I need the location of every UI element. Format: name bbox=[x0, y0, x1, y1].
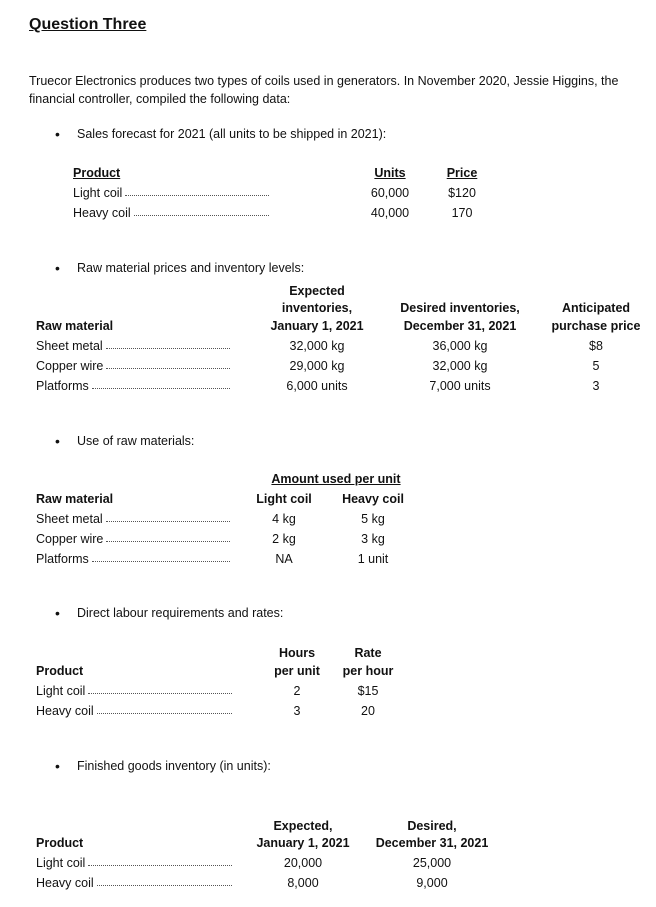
raw-use-heavy: 5 kg bbox=[361, 512, 385, 526]
labour-hours: 2 bbox=[293, 684, 301, 698]
labour-header-rate: Rate bbox=[354, 646, 382, 660]
raw-use-header-light: Light coil bbox=[256, 492, 312, 506]
raw-prices-desired: 32,000 kg bbox=[432, 359, 488, 373]
finished-desired: 9,000 bbox=[416, 876, 448, 890]
raw-prices-desired: 36,000 kg bbox=[432, 339, 488, 353]
raw-use-heavy: 1 unit bbox=[357, 552, 389, 566]
raw-prices-header-price: purchase price bbox=[551, 319, 641, 333]
raw-use-header-heavy: Heavy coil bbox=[342, 492, 404, 506]
labour-header-product: Product bbox=[36, 664, 84, 678]
finished-row-label: Light coil bbox=[36, 856, 232, 870]
finished-header-expected: Expected, bbox=[273, 819, 333, 833]
finished-row-label: Heavy coil bbox=[36, 876, 232, 890]
raw-prices-expected: 29,000 kg bbox=[289, 359, 345, 373]
raw-use-header-material: Raw material bbox=[36, 492, 114, 506]
labour-header-hours: Hours bbox=[278, 646, 316, 660]
labour-rate: $15 bbox=[357, 684, 379, 698]
raw-prices-header-desired: Desired inventories, bbox=[400, 301, 520, 315]
sales-row-label: Heavy coil bbox=[73, 206, 269, 220]
labour-header-rate: per hour bbox=[342, 664, 394, 678]
sales-header-units: Units bbox=[374, 166, 406, 180]
sales-price-light: $120 bbox=[448, 186, 476, 200]
sales-units-light: 60,000 bbox=[370, 186, 410, 200]
labour-row-label: Heavy coil bbox=[36, 704, 232, 718]
raw-use-row-label: Copper wire bbox=[36, 532, 230, 546]
finished-header-product: Product bbox=[36, 836, 84, 850]
sales-header-product: Product bbox=[73, 166, 121, 180]
raw-use-row-label: Platforms bbox=[36, 552, 230, 566]
raw-use-light: 2 kg bbox=[272, 532, 296, 546]
raw-prices-price: $8 bbox=[589, 339, 603, 353]
raw-prices-price: 3 bbox=[592, 379, 600, 393]
raw-use-header-group: Amount used per unit bbox=[271, 472, 401, 486]
sales-price-heavy: 170 bbox=[451, 206, 473, 220]
raw-use-bullet: • Use of raw materials: bbox=[77, 434, 194, 448]
raw-prices-header-expected: January 1, 2021 bbox=[270, 319, 364, 333]
raw-prices-bullet: • Raw material prices and inventory levels: bbox=[77, 261, 304, 275]
labour-row-label: Light coil bbox=[36, 684, 232, 698]
raw-prices-expected: 32,000 kg bbox=[289, 339, 345, 353]
page-title: Question Three bbox=[29, 16, 147, 33]
raw-prices-price: 5 bbox=[592, 359, 600, 373]
raw-prices-row-label: Sheet metal bbox=[36, 339, 230, 353]
labour-bullet: • Direct labour requirements and rates: bbox=[77, 606, 283, 620]
raw-use-row-label: Sheet metal bbox=[36, 512, 230, 526]
sales-bullet: • Sales forecast for 2021 (all units to be shipped in 2021): bbox=[77, 127, 386, 141]
finished-header-desired: Desired, bbox=[407, 819, 457, 833]
raw-prices-row-label: Platforms bbox=[36, 379, 230, 393]
labour-hours: 3 bbox=[293, 704, 301, 718]
raw-prices-header-expected: inventories, bbox=[281, 301, 353, 315]
raw-use-light: NA bbox=[275, 552, 293, 566]
labour-header-hours: per unit bbox=[274, 664, 320, 678]
raw-prices-expected: 6,000 units bbox=[286, 379, 348, 393]
raw-prices-desired: 7,000 units bbox=[429, 379, 491, 393]
raw-prices-header-price: Anticipated bbox=[561, 301, 631, 315]
finished-header-desired: December 31, 2021 bbox=[375, 836, 489, 850]
raw-prices-row-label: Copper wire bbox=[36, 359, 230, 373]
labour-rate: 20 bbox=[361, 704, 375, 718]
sales-units-heavy: 40,000 bbox=[370, 206, 410, 220]
raw-use-heavy: 3 kg bbox=[361, 532, 385, 546]
sales-row-label: Light coil bbox=[73, 186, 269, 200]
finished-bullet: • Finished goods inventory (in units): bbox=[77, 759, 271, 773]
finished-desired: 25,000 bbox=[412, 856, 452, 870]
finished-expected: 8,000 bbox=[287, 876, 319, 890]
raw-prices-header-expected: Expected bbox=[289, 284, 345, 298]
finished-header-expected: January 1, 2021 bbox=[256, 836, 350, 850]
sales-header-price: Price bbox=[446, 166, 478, 180]
raw-prices-header-material: Raw material bbox=[36, 319, 114, 333]
finished-expected: 20,000 bbox=[283, 856, 323, 870]
raw-prices-header-desired: December 31, 2021 bbox=[403, 319, 517, 333]
intro-paragraph: Truecor Electronics produces two types of coils used in generators. In November 2020, Jessie Higgins, the financial controller, compiled the following data: bbox=[29, 74, 619, 106]
raw-use-light: 4 kg bbox=[272, 512, 296, 526]
